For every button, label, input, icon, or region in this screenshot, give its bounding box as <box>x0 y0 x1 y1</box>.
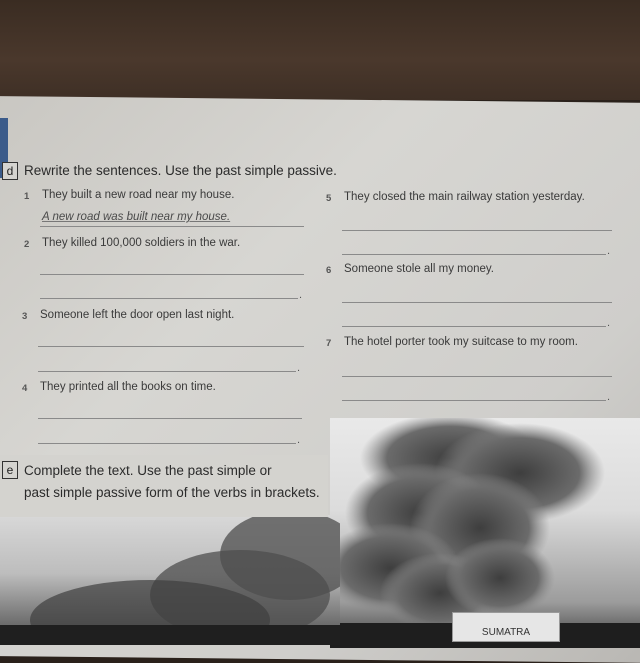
item-4-period: . <box>297 434 301 446</box>
map-label-text: SUMATRA <box>481 627 531 638</box>
item-2-sentence: They killed 100,000 soldiers in the war. <box>42 237 241 249</box>
item-5-answer-line-1[interactable] <box>342 230 612 231</box>
item-3-period: . <box>297 362 301 374</box>
item-7-period: . <box>607 391 611 403</box>
item-1-number: 1 <box>24 191 30 202</box>
item-4-answer-line-1[interactable] <box>38 418 302 419</box>
exercise-e-instruction-line-2: past simple passive form of the verbs in brackets. <box>24 485 320 500</box>
desk-background <box>0 0 640 100</box>
exercise-e-instruction-line-1: Complete the text. Use the past simple or <box>24 463 272 478</box>
item-4-number: 4 <box>22 383 28 394</box>
item-2-answer-line-2[interactable] <box>40 298 298 299</box>
exercise-d-letter: d <box>2 162 18 180</box>
item-5-number: 5 <box>326 193 332 204</box>
item-7-number: 7 <box>326 338 332 349</box>
exercise-e-letter: e <box>2 461 18 479</box>
item-5-period: . <box>607 245 611 257</box>
item-4-sentence: They printed all the books on time. <box>40 381 216 393</box>
map-label-sumatra <box>452 612 560 642</box>
item-6-period: . <box>607 317 611 329</box>
item-7-sentence: The hotel porter took my suitcase to my room. <box>344 336 578 348</box>
item-1-answer-line[interactable] <box>40 226 304 227</box>
item-6-sentence: Someone stole all my money. <box>344 263 494 275</box>
item-3-sentence: Someone left the door open last night. <box>40 309 235 321</box>
item-2-answer-line-1[interactable] <box>40 274 304 275</box>
item-5-sentence: They closed the main railway station yesterday. <box>344 191 585 203</box>
item-4-answer-line-2[interactable] <box>38 443 296 444</box>
item-3-answer-line-2[interactable] <box>38 371 296 372</box>
item-5-answer-line-2[interactable] <box>342 254 606 255</box>
item-7-answer-line-2[interactable] <box>342 400 606 401</box>
item-6-answer-line-1[interactable] <box>342 302 612 303</box>
item-6-answer-line-2[interactable] <box>342 326 606 327</box>
item-2-period: . <box>299 289 303 301</box>
item-3-answer-line-1[interactable] <box>38 346 304 347</box>
item-3-number: 3 <box>22 311 28 322</box>
volcano-smoke-graphic <box>0 515 340 645</box>
volcano-photo-left <box>0 515 340 645</box>
item-1-sentence: They built a new road near my house. <box>42 189 235 201</box>
exercise-d-instruction: Rewrite the sentences. Use the past simple passive. <box>24 163 337 178</box>
item-1-answer: A new road was built near my house. <box>42 211 231 223</box>
item-2-number: 2 <box>24 239 30 250</box>
item-6-number: 6 <box>326 265 332 276</box>
item-7-answer-line-1[interactable] <box>342 376 612 377</box>
